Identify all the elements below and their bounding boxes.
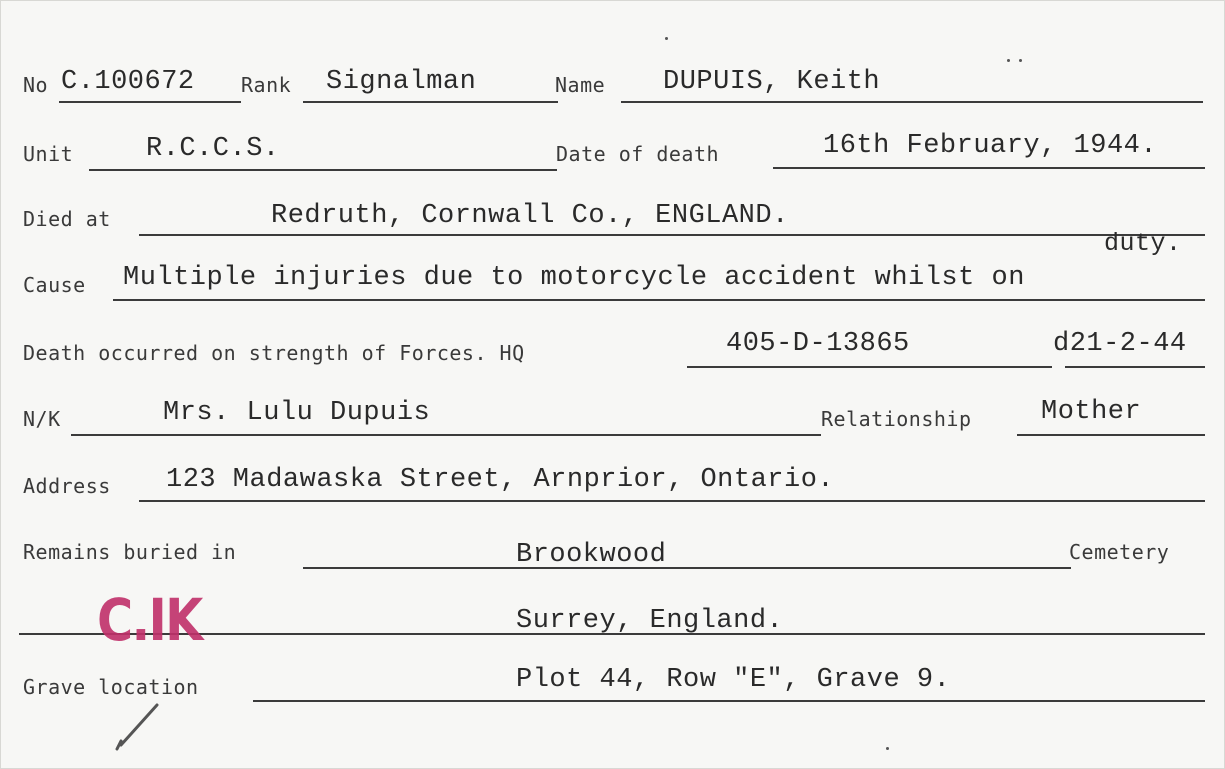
name-label: Name	[555, 73, 606, 97]
died-line	[139, 234, 1205, 236]
death-date: d21-2-44	[1053, 329, 1187, 359]
address-value: 123 Madawaska Street, Arnprior, Ontario.	[166, 465, 835, 495]
grave-value: Plot 44, Row "E", Grave 9.	[516, 665, 951, 695]
no-line	[59, 101, 241, 103]
nk-line	[71, 434, 821, 436]
location-value: Surrey, England.	[516, 606, 784, 636]
remains-line	[303, 567, 1071, 569]
address-line	[139, 500, 1205, 502]
died-value: Redruth, Cornwall Co., ENGLAND.	[271, 201, 789, 231]
cause-label: Cause	[23, 273, 86, 297]
died-label: Died at	[23, 207, 111, 231]
death-ref: 405-D-13865	[726, 329, 910, 359]
speck	[665, 37, 668, 40]
death-label: Death occurred on strength of Forces. HQ	[23, 341, 525, 365]
date-value: 16th February, 1944.	[823, 131, 1158, 161]
unit-value: R.C.C.S.	[146, 134, 280, 164]
speck	[886, 747, 889, 750]
no-value: C.100672	[61, 67, 195, 97]
checkmark-icon	[111, 701, 171, 756]
remains-label: Remains buried in	[23, 540, 237, 564]
relationship-line	[1017, 434, 1205, 436]
death-ref-line	[687, 366, 1052, 368]
grave-label: Grave location	[23, 675, 199, 699]
speck	[1007, 59, 1010, 62]
address-label: Address	[23, 474, 111, 498]
rank-label: Rank	[241, 73, 292, 97]
relationship-value: Mother	[1041, 397, 1142, 427]
nk-value: Mrs. Lulu Dupuis	[163, 398, 431, 428]
date-line	[773, 167, 1205, 169]
name-value: DUPUIS, Keith	[663, 67, 881, 97]
unit-line	[89, 169, 557, 171]
nk-label: N/K	[23, 407, 61, 431]
cause-value-2: duty.	[1104, 229, 1182, 258]
cause-value: Multiple injuries due to motorcycle accident whilst on	[123, 263, 1025, 293]
date-label: Date of death	[556, 142, 720, 166]
rank-line	[303, 101, 558, 103]
unit-label: Unit	[23, 142, 74, 166]
speck	[1019, 59, 1022, 62]
name-line	[621, 101, 1203, 103]
cemetery-label: Cemetery	[1069, 540, 1170, 564]
red-stamp: C.IK	[97, 586, 202, 654]
relationship-label: Relationship	[821, 407, 972, 431]
death-date-line	[1065, 366, 1205, 368]
rank-value: Signalman	[326, 67, 477, 97]
grave-line	[253, 700, 1205, 702]
no-label: No	[23, 73, 49, 97]
remains-value: Brookwood	[516, 540, 667, 570]
cause-line	[113, 299, 1205, 301]
